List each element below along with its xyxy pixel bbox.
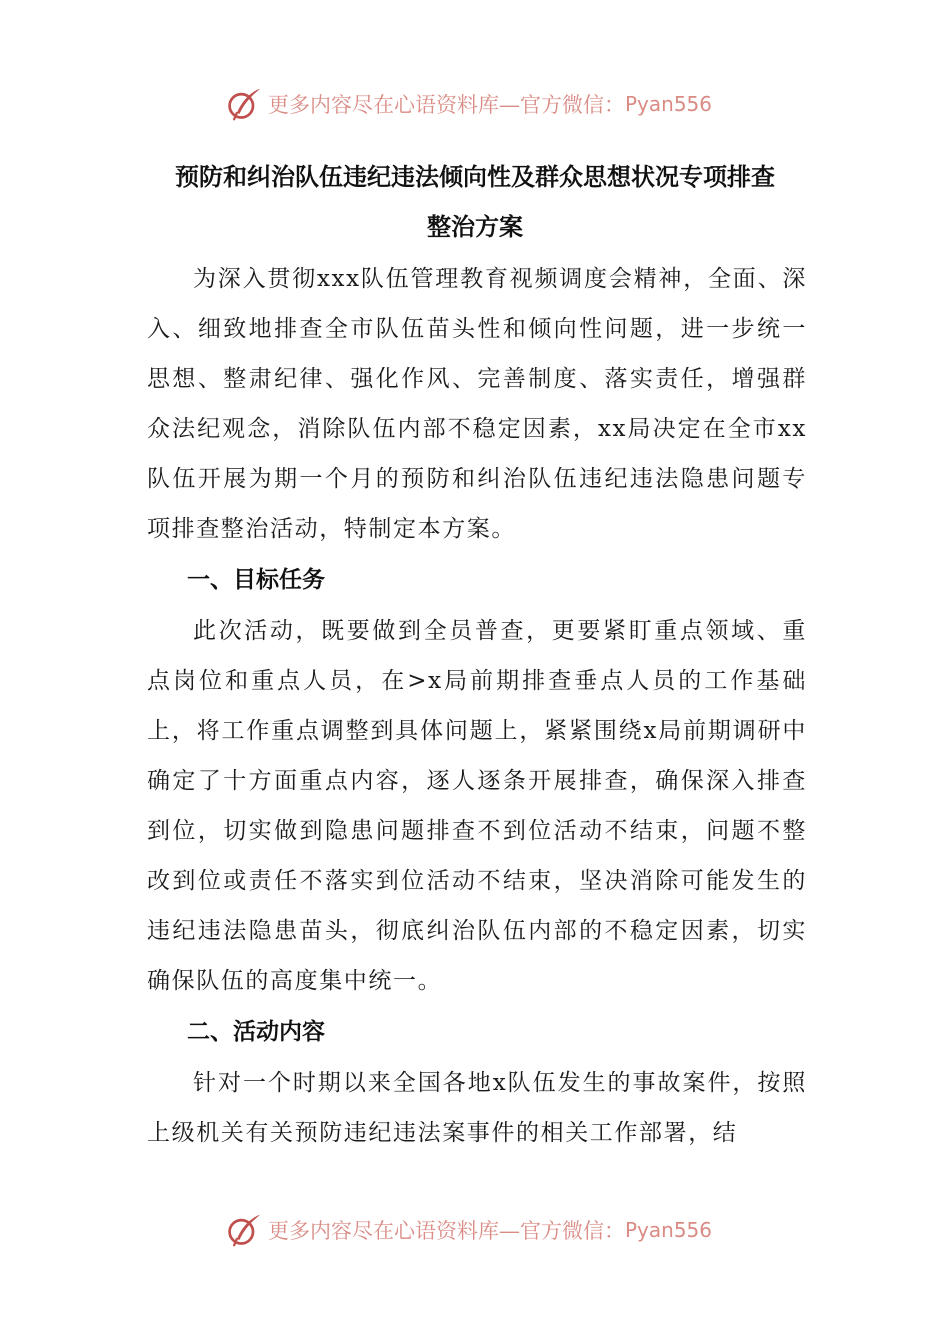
watermark-wechat-id: Pyan556: [624, 92, 712, 116]
document-body: [147, 254, 807, 1158]
document-title-line1: 预防和纠治队伍违纪违法倾向性及群众思想状况专项排查: [175, 163, 775, 191]
section1-paragraph: 此次活动，既要做到全员普查，更要紧盯重点领域、重点岗位和重点人员，在>x局前期排查垂点人员的工作基础上，将工作重点调整到具体问题上，紧紧围绕x局前期调研中确定了十方面重点内容，逐人逐条开展排查，确保深入排查到位，切实做到隐患问题排查不到位活动不结束，问题不整改到位或责任不落实到位活动不结束，坚决消除可能发生的违纪违法隐患苗头，彻底纠治队伍内部的不稳定因素，切实确保队伍的高度集中统一。: [147, 618, 807, 994]
watermark-text: 更多内容尽在心语资料库—官方微信：: [267, 93, 625, 117]
header-watermark: [0, 82, 950, 126]
footer-watermark: [0, 1208, 950, 1252]
section2-paragraph: 针对一个时期以来全国各地x队伍发生的事故案件，按照上级机关有关预防违纪违法案事件的相关工作部署，结: [147, 1070, 807, 1146]
feather-quill-logo-icon: [226, 86, 262, 122]
feather-quill-logo-icon: [226, 1212, 262, 1248]
intro-paragraph: 为深入贯彻xxx队伍管理教育视频调度会精神，全面、深入、细致地排查全市队伍苗头性和倾向性问题，进一步统一思想、整肃纪律、强化作风、完善制度、落实责任，增强群众法纪观念，消除队伍内部不稳定因素，xx局决定在全市xx队伍开展为期一个月的预防和纠治队伍违纪违法隐患问题专项排查整治活动，特制定本方案。: [147, 266, 807, 542]
watermark-wechat-id: Pyan556: [624, 1218, 712, 1242]
section1-heading: 一、目标任务: [187, 567, 325, 593]
section2-heading: 二、活动内容: [187, 1019, 325, 1045]
document-title-line2: 整治方案: [427, 213, 523, 241]
watermark-text: 更多内容尽在心语资料库—官方微信：: [267, 1219, 625, 1243]
